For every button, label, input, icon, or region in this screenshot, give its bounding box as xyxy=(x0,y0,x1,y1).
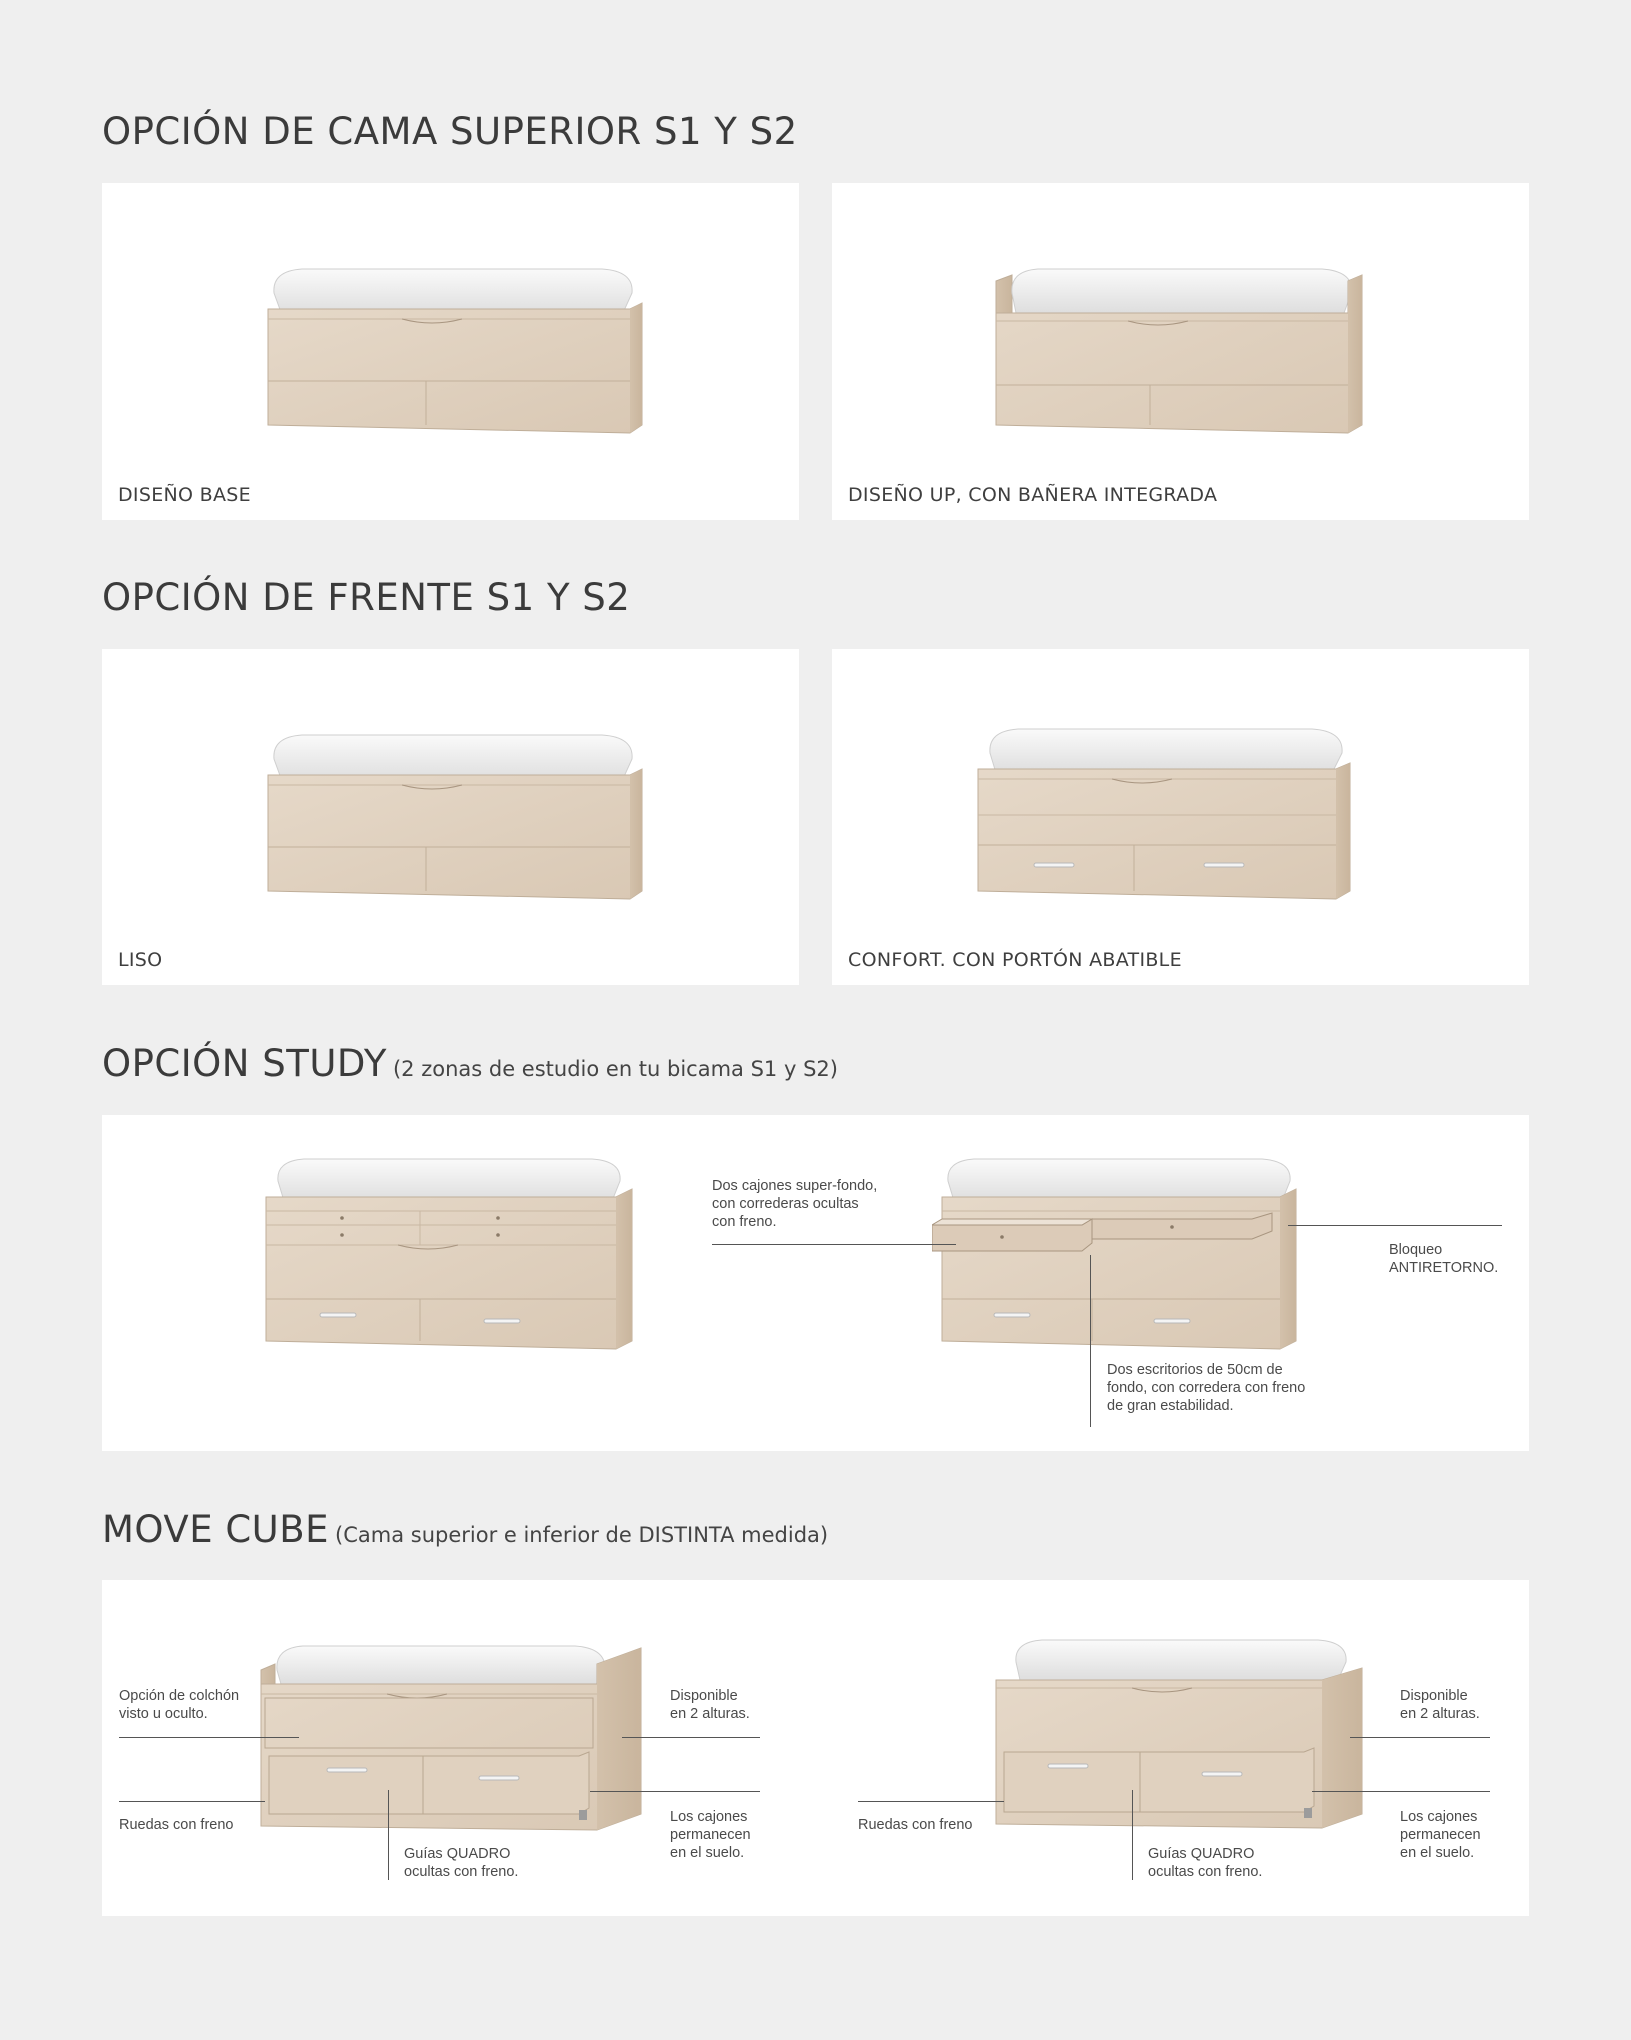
note-mc-left-ruedas: Ruedas con freno xyxy=(119,1817,234,1833)
leader-line-mc-left-guias xyxy=(388,1790,389,1880)
caption-liso: LISO xyxy=(118,949,163,971)
bed-move-cube-up-image xyxy=(257,1640,647,1840)
leader-line-bloqueo xyxy=(1288,1225,1502,1226)
note-study-desks: Dos escritorios de 50cm de fondo, con corredera con freno de gran estabilidad. xyxy=(1107,1362,1306,1414)
leader-line-drawers xyxy=(712,1244,956,1245)
caption-diseno-base: DISEÑO BASE xyxy=(118,484,251,506)
bed-diseno-up-image xyxy=(992,261,1382,445)
bed-diseno-base-image xyxy=(262,263,652,443)
panel-confort xyxy=(832,649,1529,985)
note-mc-left-colchon: Opción de colchón visto u oculto. xyxy=(119,1688,240,1722)
note-mc-left-guias: Guías QUADRO ocultas con freno. xyxy=(404,1846,519,1880)
note-study-drawers: Dos cajones super-fondo, con correderas ocultas con freno. xyxy=(712,1178,878,1230)
note-study-bloqueo: Bloqueo ANTIRETORNO. xyxy=(1389,1242,1499,1276)
caption-diseno-up: DISEÑO UP, CON BAÑERA INTEGRADA xyxy=(848,484,1218,506)
bed-liso-image xyxy=(262,729,652,909)
leader-line-mc-right-ruedas xyxy=(858,1801,1004,1802)
leader-line-mc-left-disponible xyxy=(622,1737,760,1738)
panel-diseno-up xyxy=(832,183,1529,520)
leader-line-mc-right-disponible xyxy=(1350,1737,1490,1738)
bed-move-cube-low-image xyxy=(992,1638,1382,1838)
leader-line-mc-left-cajones xyxy=(590,1791,760,1792)
study-subtitle: (2 zonas de estudio en tu bicama S1 y S2) xyxy=(392,1057,838,1081)
leader-line-mc-right-cajones xyxy=(1312,1791,1490,1792)
note-mc-right-guias: Guías QUADRO ocultas con freno. xyxy=(1148,1846,1263,1880)
leader-line-mc-left-colchon xyxy=(119,1737,299,1738)
section-title-frente: OPCIÓN DE FRENTE S1 Y S2 xyxy=(102,576,631,619)
bed-confort-image xyxy=(972,723,1362,913)
leader-line-mc-left-ruedas xyxy=(119,1801,265,1802)
bed-study-closed-image xyxy=(262,1155,642,1355)
note-mc-left-disponible: Disponible en 2 alturas. xyxy=(670,1688,750,1722)
bed-study-open-image xyxy=(932,1155,1312,1355)
note-mc-right-cajones: Los cajones permanecen en el suelo. xyxy=(1400,1809,1481,1861)
caption-confort: CONFORT. CON PORTÓN ABATIBLE xyxy=(848,949,1182,971)
note-mc-right-disponible: Disponible en 2 alturas. xyxy=(1400,1688,1480,1722)
move-cube-subtitle: (Cama superior e inferior de DISTINTA medida) xyxy=(335,1523,829,1547)
study-title-text: OPCIÓN STUDY xyxy=(102,1042,387,1085)
panel-study xyxy=(102,1115,1529,1451)
note-mc-left-cajones: Los cajones permanecen en el suelo. xyxy=(670,1809,751,1861)
note-mc-right-ruedas: Ruedas con freno xyxy=(858,1817,973,1833)
panel-liso xyxy=(102,649,799,985)
panel-move-cube xyxy=(102,1580,1529,1916)
section-title-move-cube xyxy=(102,1508,828,1551)
leader-line-mc-right-guias xyxy=(1132,1790,1133,1880)
section-title-study xyxy=(102,1042,838,1085)
leader-line-desks xyxy=(1090,1255,1091,1427)
section-title-cama-superior: OPCIÓN DE CAMA SUPERIOR S1 Y S2 xyxy=(102,110,798,153)
panel-diseno-base xyxy=(102,183,799,520)
move-cube-title-text: MOVE CUBE xyxy=(102,1508,330,1551)
